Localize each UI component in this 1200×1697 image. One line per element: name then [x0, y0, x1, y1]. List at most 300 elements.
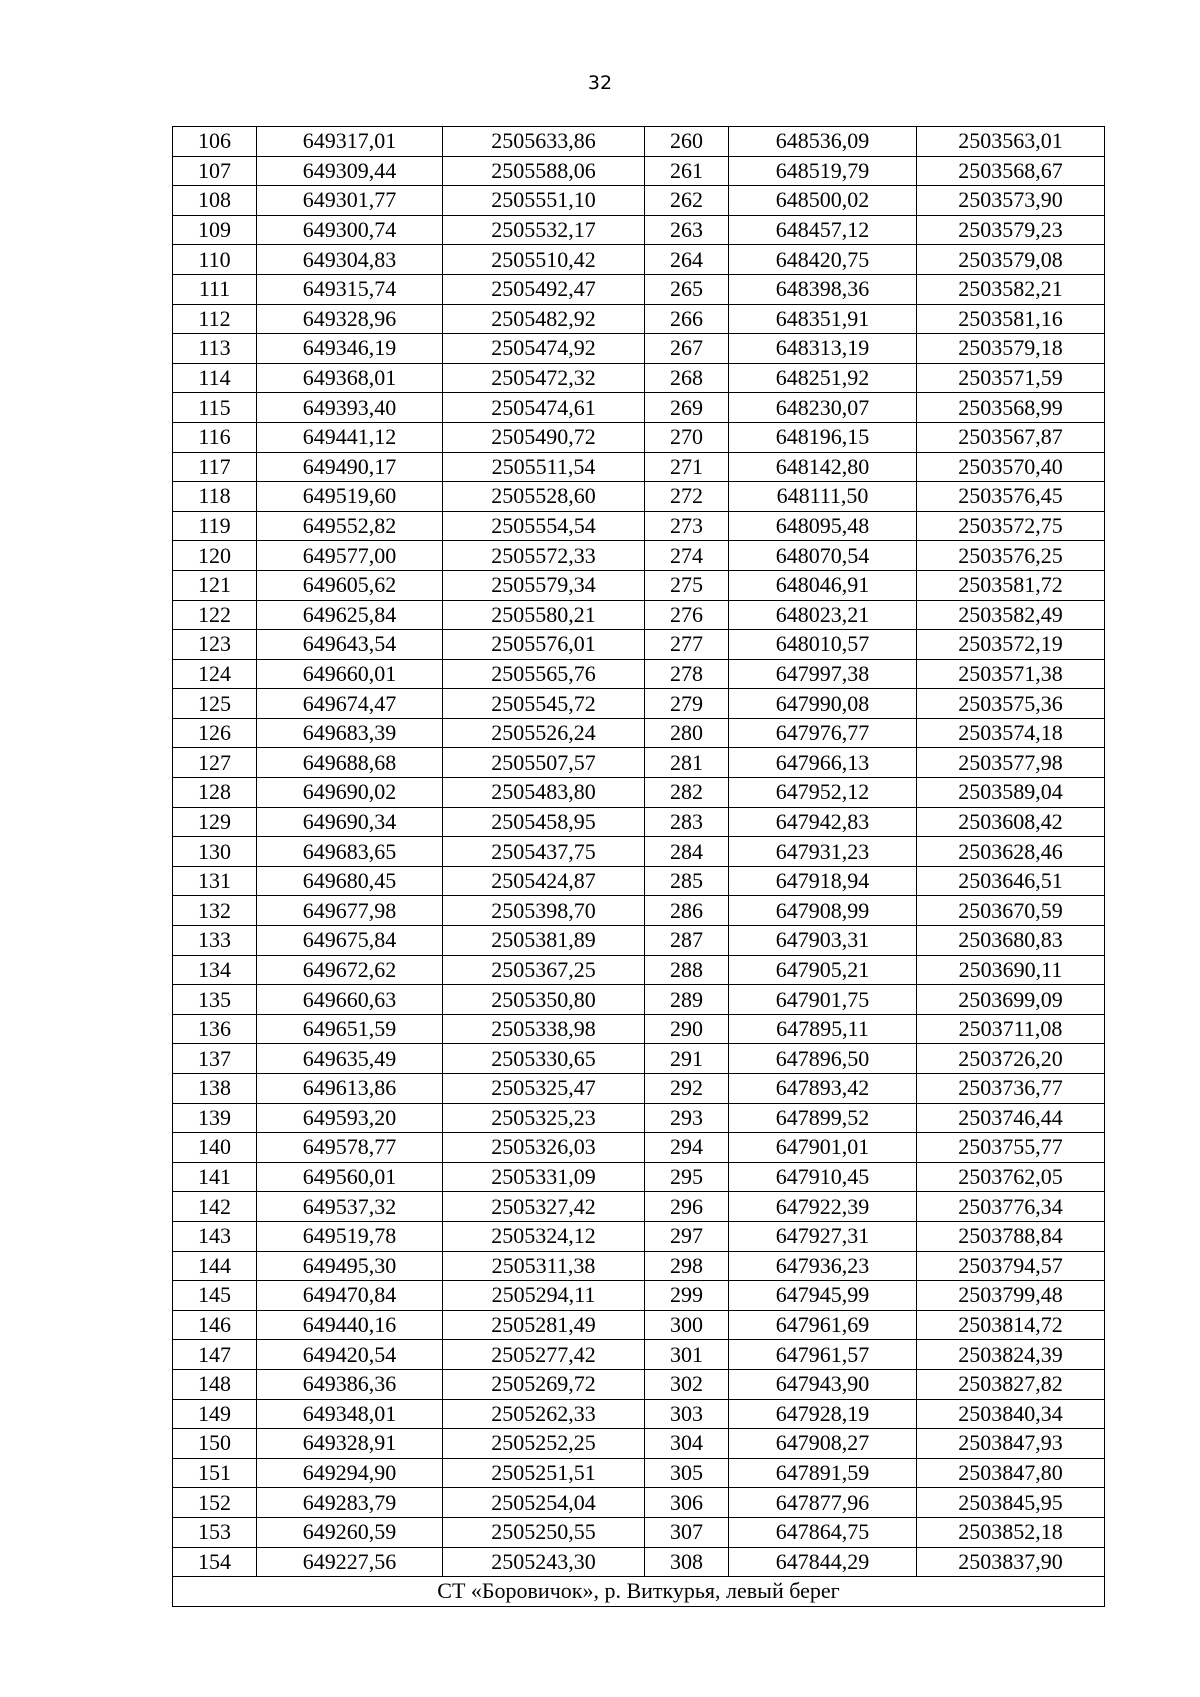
point-number-left: 135 [173, 985, 257, 1015]
y-coordinate-left: 2505277,42 [443, 1340, 645, 1370]
point-number-left: 125 [173, 689, 257, 719]
y-coordinate-right: 2503567,87 [917, 422, 1105, 452]
y-coordinate-left: 2505532,17 [443, 215, 645, 245]
x-coordinate-right: 648111,50 [729, 482, 917, 512]
table-row [173, 926, 1105, 956]
point-number-right: 273 [645, 511, 729, 541]
point-number-left: 138 [173, 1074, 257, 1104]
y-coordinate-right: 2503794,57 [917, 1251, 1105, 1281]
x-coordinate-right: 647844,29 [729, 1547, 917, 1577]
y-coordinate-left: 2505482,92 [443, 304, 645, 334]
point-number-left: 154 [173, 1547, 257, 1577]
table-row [173, 1221, 1105, 1251]
point-number-left: 130 [173, 837, 257, 867]
table-row [173, 393, 1105, 423]
y-coordinate-right: 2503840,34 [917, 1399, 1105, 1429]
caption-row [173, 1577, 1105, 1607]
x-coordinate-right: 647918,94 [729, 866, 917, 896]
y-coordinate-right: 2503571,38 [917, 659, 1105, 689]
table-row [173, 304, 1105, 334]
point-number-right: 290 [645, 1014, 729, 1044]
x-coordinate-right: 648142,80 [729, 452, 917, 482]
point-number-right: 295 [645, 1162, 729, 1192]
point-number-right: 302 [645, 1369, 729, 1399]
y-coordinate-left: 2505250,55 [443, 1517, 645, 1547]
x-coordinate-right: 647961,57 [729, 1340, 917, 1370]
x-coordinate-left: 649260,59 [257, 1517, 443, 1547]
x-coordinate-left: 649537,32 [257, 1192, 443, 1222]
x-coordinate-right: 648457,12 [729, 215, 917, 245]
point-number-left: 106 [173, 127, 257, 157]
y-coordinate-left: 2505588,06 [443, 156, 645, 186]
point-number-right: 304 [645, 1429, 729, 1459]
point-number-left: 124 [173, 659, 257, 689]
y-coordinate-right: 2503699,09 [917, 985, 1105, 1015]
y-coordinate-right: 2503755,77 [917, 1133, 1105, 1163]
table-row [173, 274, 1105, 304]
y-coordinate-left: 2505367,25 [443, 955, 645, 985]
x-coordinate-right: 648095,48 [729, 511, 917, 541]
point-number-left: 120 [173, 541, 257, 571]
point-number-left: 143 [173, 1221, 257, 1251]
y-coordinate-right: 2503573,90 [917, 186, 1105, 216]
x-coordinate-right: 648536,09 [729, 127, 917, 157]
x-coordinate-left: 649677,98 [257, 896, 443, 926]
point-number-right: 305 [645, 1458, 729, 1488]
point-number-right: 308 [645, 1547, 729, 1577]
x-coordinate-right: 648420,75 [729, 245, 917, 275]
y-coordinate-left: 2505510,42 [443, 245, 645, 275]
point-number-left: 122 [173, 600, 257, 630]
point-number-left: 118 [173, 482, 257, 512]
x-coordinate-right: 648010,57 [729, 630, 917, 660]
y-coordinate-left: 2505327,42 [443, 1192, 645, 1222]
y-coordinate-left: 2505398,70 [443, 896, 645, 926]
y-coordinate-left: 2505474,92 [443, 334, 645, 364]
x-coordinate-right: 647895,11 [729, 1014, 917, 1044]
y-coordinate-left: 2505325,23 [443, 1103, 645, 1133]
y-coordinate-left: 2505311,38 [443, 1251, 645, 1281]
table-row [173, 215, 1105, 245]
x-coordinate-right: 647990,08 [729, 689, 917, 719]
x-coordinate-left: 649441,12 [257, 422, 443, 452]
table-row [173, 1517, 1105, 1547]
point-number-right: 276 [645, 600, 729, 630]
y-coordinate-right: 2503628,46 [917, 837, 1105, 867]
y-coordinate-right: 2503581,72 [917, 570, 1105, 600]
point-number-right: 264 [645, 245, 729, 275]
point-number-right: 299 [645, 1281, 729, 1311]
y-coordinate-right: 2503572,75 [917, 511, 1105, 541]
point-number-right: 272 [645, 482, 729, 512]
table-row [173, 718, 1105, 748]
y-coordinate-left: 2505483,80 [443, 778, 645, 808]
y-coordinate-left: 2505338,98 [443, 1014, 645, 1044]
x-coordinate-right: 648519,79 [729, 156, 917, 186]
y-coordinate-left: 2505580,21 [443, 600, 645, 630]
y-coordinate-left: 2505281,49 [443, 1310, 645, 1340]
table-row [173, 156, 1105, 186]
x-coordinate-right: 647910,45 [729, 1162, 917, 1192]
y-coordinate-left: 2505243,30 [443, 1547, 645, 1577]
x-coordinate-left: 649301,77 [257, 186, 443, 216]
y-coordinate-left: 2505633,86 [443, 127, 645, 157]
table-row [173, 334, 1105, 364]
y-coordinate-right: 2503574,18 [917, 718, 1105, 748]
x-coordinate-right: 648351,91 [729, 304, 917, 334]
point-number-left: 112 [173, 304, 257, 334]
x-coordinate-right: 648046,91 [729, 570, 917, 600]
x-coordinate-left: 649304,83 [257, 245, 443, 275]
y-coordinate-right: 2503577,98 [917, 748, 1105, 778]
y-coordinate-right: 2503690,11 [917, 955, 1105, 985]
point-number-left: 127 [173, 748, 257, 778]
table-row [173, 1369, 1105, 1399]
x-coordinate-left: 649393,40 [257, 393, 443, 423]
point-number-left: 142 [173, 1192, 257, 1222]
point-number-right: 286 [645, 896, 729, 926]
x-coordinate-right: 647908,27 [729, 1429, 917, 1459]
coordinates-table [172, 126, 1105, 1607]
point-number-right: 262 [645, 186, 729, 216]
x-coordinate-left: 649386,36 [257, 1369, 443, 1399]
y-coordinate-right: 2503852,18 [917, 1517, 1105, 1547]
x-coordinate-right: 647942,83 [729, 807, 917, 837]
y-coordinate-left: 2505254,04 [443, 1488, 645, 1518]
point-number-left: 114 [173, 363, 257, 393]
y-coordinate-right: 2503814,72 [917, 1310, 1105, 1340]
point-number-left: 128 [173, 778, 257, 808]
x-coordinate-right: 647901,75 [729, 985, 917, 1015]
y-coordinate-right: 2503736,77 [917, 1074, 1105, 1104]
x-coordinate-left: 649577,00 [257, 541, 443, 571]
point-number-right: 301 [645, 1340, 729, 1370]
point-number-left: 146 [173, 1310, 257, 1340]
x-coordinate-right: 648398,36 [729, 274, 917, 304]
table-row [173, 1133, 1105, 1163]
x-coordinate-right: 647961,69 [729, 1310, 917, 1340]
x-coordinate-right: 647952,12 [729, 778, 917, 808]
x-coordinate-right: 647905,21 [729, 955, 917, 985]
point-number-left: 150 [173, 1429, 257, 1459]
y-coordinate-right: 2503847,93 [917, 1429, 1105, 1459]
point-number-left: 121 [173, 570, 257, 600]
table-row [173, 1192, 1105, 1222]
y-coordinate-right: 2503670,59 [917, 896, 1105, 926]
x-coordinate-right: 647997,38 [729, 659, 917, 689]
y-coordinate-right: 2503572,19 [917, 630, 1105, 660]
x-coordinate-left: 649346,19 [257, 334, 443, 364]
y-coordinate-left: 2505381,89 [443, 926, 645, 956]
y-coordinate-right: 2503776,34 [917, 1192, 1105, 1222]
table-row [173, 363, 1105, 393]
point-number-right: 265 [645, 274, 729, 304]
x-coordinate-left: 649625,84 [257, 600, 443, 630]
point-number-right: 288 [645, 955, 729, 985]
point-number-right: 296 [645, 1192, 729, 1222]
x-coordinate-right: 648500,02 [729, 186, 917, 216]
point-number-right: 294 [645, 1133, 729, 1163]
x-coordinate-right: 647922,39 [729, 1192, 917, 1222]
y-coordinate-right: 2503788,84 [917, 1221, 1105, 1251]
y-coordinate-right: 2503680,83 [917, 926, 1105, 956]
point-number-left: 115 [173, 393, 257, 423]
x-coordinate-left: 649317,01 [257, 127, 443, 157]
x-coordinate-left: 649578,77 [257, 1133, 443, 1163]
y-coordinate-left: 2505472,32 [443, 363, 645, 393]
x-coordinate-right: 647891,59 [729, 1458, 917, 1488]
x-coordinate-right: 647908,99 [729, 896, 917, 926]
x-coordinate-left: 649368,01 [257, 363, 443, 393]
y-coordinate-right: 2503576,45 [917, 482, 1105, 512]
table-row [173, 541, 1105, 571]
x-coordinate-right: 647901,01 [729, 1133, 917, 1163]
y-coordinate-left: 2505252,25 [443, 1429, 645, 1459]
point-number-right: 297 [645, 1221, 729, 1251]
point-number-right: 293 [645, 1103, 729, 1133]
point-number-right: 289 [645, 985, 729, 1015]
point-number-left: 144 [173, 1251, 257, 1281]
y-coordinate-right: 2503568,67 [917, 156, 1105, 186]
y-coordinate-left: 2505251,51 [443, 1458, 645, 1488]
y-coordinate-right: 2503579,08 [917, 245, 1105, 275]
table-row [173, 245, 1105, 275]
point-number-right: 298 [645, 1251, 729, 1281]
point-number-left: 132 [173, 896, 257, 926]
x-coordinate-right: 648251,92 [729, 363, 917, 393]
point-number-left: 108 [173, 186, 257, 216]
y-coordinate-left: 2505294,11 [443, 1281, 645, 1311]
x-coordinate-left: 649227,56 [257, 1547, 443, 1577]
x-coordinate-left: 649613,86 [257, 1074, 443, 1104]
table-row [173, 1340, 1105, 1370]
table-row [173, 659, 1105, 689]
table-row [173, 1074, 1105, 1104]
x-coordinate-left: 649490,17 [257, 452, 443, 482]
x-coordinate-right: 647966,13 [729, 748, 917, 778]
point-number-left: 109 [173, 215, 257, 245]
point-number-left: 119 [173, 511, 257, 541]
y-coordinate-left: 2505324,12 [443, 1221, 645, 1251]
table-row [173, 630, 1105, 660]
point-number-left: 113 [173, 334, 257, 364]
x-coordinate-left: 649560,01 [257, 1162, 443, 1192]
x-coordinate-left: 649440,16 [257, 1310, 443, 1340]
table-row [173, 778, 1105, 808]
y-coordinate-left: 2505507,57 [443, 748, 645, 778]
table-row [173, 422, 1105, 452]
point-number-right: 283 [645, 807, 729, 837]
point-number-left: 111 [173, 274, 257, 304]
point-number-left: 123 [173, 630, 257, 660]
x-coordinate-left: 649309,44 [257, 156, 443, 186]
point-number-right: 307 [645, 1517, 729, 1547]
y-coordinate-left: 2505269,72 [443, 1369, 645, 1399]
point-number-left: 133 [173, 926, 257, 956]
x-coordinate-right: 648313,19 [729, 334, 917, 364]
point-number-right: 285 [645, 866, 729, 896]
table-row [173, 896, 1105, 926]
y-coordinate-right: 2503847,80 [917, 1458, 1105, 1488]
x-coordinate-left: 649674,47 [257, 689, 443, 719]
point-number-left: 136 [173, 1014, 257, 1044]
point-number-left: 151 [173, 1458, 257, 1488]
y-coordinate-left: 2505551,10 [443, 186, 645, 216]
point-number-right: 287 [645, 926, 729, 956]
x-coordinate-right: 647928,19 [729, 1399, 917, 1429]
x-coordinate-left: 649283,79 [257, 1488, 443, 1518]
x-coordinate-left: 649643,54 [257, 630, 443, 660]
table-row [173, 1429, 1105, 1459]
x-coordinate-left: 649593,20 [257, 1103, 443, 1133]
point-number-left: 140 [173, 1133, 257, 1163]
point-number-left: 147 [173, 1340, 257, 1370]
y-coordinate-right: 2503575,36 [917, 689, 1105, 719]
y-coordinate-left: 2505579,34 [443, 570, 645, 600]
table-row [173, 1458, 1105, 1488]
table-row [173, 482, 1105, 512]
table-row [173, 127, 1105, 157]
point-number-left: 117 [173, 452, 257, 482]
table-caption: СТ «Боровичок», р. Виткурья, левый берег [173, 1577, 1105, 1607]
point-number-right: 300 [645, 1310, 729, 1340]
x-coordinate-right: 647864,75 [729, 1517, 917, 1547]
y-coordinate-left: 2505331,09 [443, 1162, 645, 1192]
point-number-right: 267 [645, 334, 729, 364]
x-coordinate-left: 649660,01 [257, 659, 443, 689]
point-number-left: 107 [173, 156, 257, 186]
x-coordinate-right: 647927,31 [729, 1221, 917, 1251]
x-coordinate-left: 649315,74 [257, 274, 443, 304]
point-number-right: 284 [645, 837, 729, 867]
table-row [173, 837, 1105, 867]
x-coordinate-right: 647899,52 [729, 1103, 917, 1133]
point-number-left: 131 [173, 866, 257, 896]
table-row [173, 600, 1105, 630]
table-row [173, 1281, 1105, 1311]
y-coordinate-right: 2503582,49 [917, 600, 1105, 630]
y-coordinate-left: 2505545,72 [443, 689, 645, 719]
point-number-right: 277 [645, 630, 729, 660]
y-coordinate-right: 2503568,99 [917, 393, 1105, 423]
point-number-right: 260 [645, 127, 729, 157]
point-number-left: 139 [173, 1103, 257, 1133]
y-coordinate-right: 2503576,25 [917, 541, 1105, 571]
x-coordinate-left: 649660,63 [257, 985, 443, 1015]
point-number-right: 266 [645, 304, 729, 334]
x-coordinate-left: 649420,54 [257, 1340, 443, 1370]
x-coordinate-left: 649672,62 [257, 955, 443, 985]
point-number-left: 141 [173, 1162, 257, 1192]
y-coordinate-left: 2505330,65 [443, 1044, 645, 1074]
point-number-left: 152 [173, 1488, 257, 1518]
x-coordinate-right: 648196,15 [729, 422, 917, 452]
point-number-left: 129 [173, 807, 257, 837]
y-coordinate-right: 2503711,08 [917, 1014, 1105, 1044]
y-coordinate-left: 2505554,54 [443, 511, 645, 541]
y-coordinate-left: 2505490,72 [443, 422, 645, 452]
table-row [173, 1547, 1105, 1577]
point-number-right: 281 [645, 748, 729, 778]
point-number-right: 268 [645, 363, 729, 393]
y-coordinate-right: 2503799,48 [917, 1281, 1105, 1311]
y-coordinate-left: 2505572,33 [443, 541, 645, 571]
y-coordinate-right: 2503726,20 [917, 1044, 1105, 1074]
x-coordinate-left: 649680,45 [257, 866, 443, 896]
point-number-left: 153 [173, 1517, 257, 1547]
y-coordinate-right: 2503579,23 [917, 215, 1105, 245]
x-coordinate-right: 648230,07 [729, 393, 917, 423]
y-coordinate-right: 2503579,18 [917, 334, 1105, 364]
x-coordinate-left: 649635,49 [257, 1044, 443, 1074]
y-coordinate-right: 2503582,21 [917, 274, 1105, 304]
table-row [173, 866, 1105, 896]
table-row [173, 807, 1105, 837]
y-coordinate-left: 2505326,03 [443, 1133, 645, 1163]
table-row [173, 186, 1105, 216]
table-row [173, 955, 1105, 985]
x-coordinate-right: 648023,21 [729, 600, 917, 630]
y-coordinate-right: 2503563,01 [917, 127, 1105, 157]
x-coordinate-right: 647945,99 [729, 1281, 917, 1311]
y-coordinate-left: 2505458,95 [443, 807, 645, 837]
table-row [173, 570, 1105, 600]
x-coordinate-left: 649328,96 [257, 304, 443, 334]
x-coordinate-left: 649651,59 [257, 1014, 443, 1044]
y-coordinate-right: 2503589,04 [917, 778, 1105, 808]
x-coordinate-left: 649519,78 [257, 1221, 443, 1251]
point-number-right: 303 [645, 1399, 729, 1429]
x-coordinate-right: 647877,96 [729, 1488, 917, 1518]
point-number-right: 279 [645, 689, 729, 719]
point-number-left: 116 [173, 422, 257, 452]
y-coordinate-right: 2503845,95 [917, 1488, 1105, 1518]
point-number-right: 261 [645, 156, 729, 186]
y-coordinate-left: 2505528,60 [443, 482, 645, 512]
table-row [173, 452, 1105, 482]
x-coordinate-left: 649675,84 [257, 926, 443, 956]
x-coordinate-left: 649690,34 [257, 807, 443, 837]
table-row [173, 1310, 1105, 1340]
x-coordinate-left: 649552,82 [257, 511, 443, 541]
point-number-right: 263 [645, 215, 729, 245]
x-coordinate-left: 649683,39 [257, 718, 443, 748]
x-coordinate-right: 647903,31 [729, 926, 917, 956]
y-coordinate-right: 2503571,59 [917, 363, 1105, 393]
point-number-right: 282 [645, 778, 729, 808]
point-number-left: 134 [173, 955, 257, 985]
point-number-right: 280 [645, 718, 729, 748]
x-coordinate-left: 649328,91 [257, 1429, 443, 1459]
y-coordinate-left: 2505526,24 [443, 718, 645, 748]
y-coordinate-right: 2503608,42 [917, 807, 1105, 837]
x-coordinate-left: 649470,84 [257, 1281, 443, 1311]
point-number-right: 306 [645, 1488, 729, 1518]
table-row [173, 1103, 1105, 1133]
x-coordinate-left: 649495,30 [257, 1251, 443, 1281]
y-coordinate-right: 2503570,40 [917, 452, 1105, 482]
x-coordinate-left: 649690,02 [257, 778, 443, 808]
table-row [173, 985, 1105, 1015]
x-coordinate-left: 649348,01 [257, 1399, 443, 1429]
y-coordinate-left: 2505474,61 [443, 393, 645, 423]
y-coordinate-right: 2503746,44 [917, 1103, 1105, 1133]
point-number-right: 270 [645, 422, 729, 452]
y-coordinate-left: 2505262,33 [443, 1399, 645, 1429]
table-row [173, 1399, 1105, 1429]
y-coordinate-right: 2503824,39 [917, 1340, 1105, 1370]
point-number-left: 137 [173, 1044, 257, 1074]
